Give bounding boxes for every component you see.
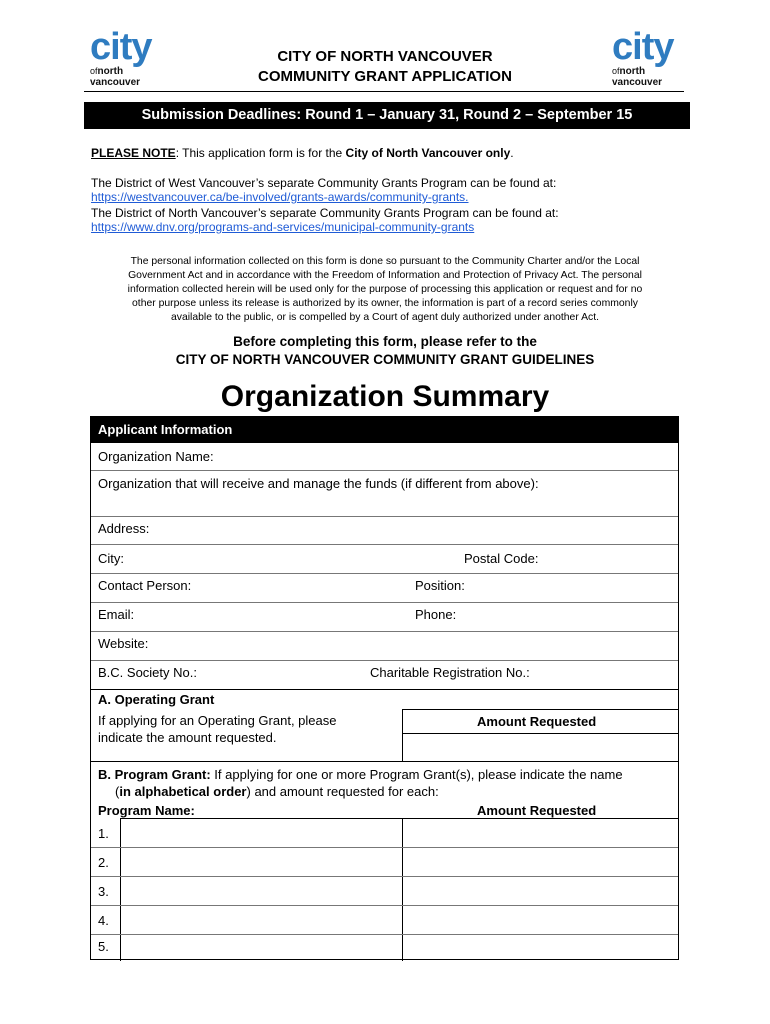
email-row[interactable] — [91, 603, 678, 632]
contact-row[interactable] — [91, 574, 678, 603]
program-row-number: 1. — [98, 826, 109, 841]
organization-summary-form — [90, 416, 679, 960]
operating-amount-header: Amount Requested — [477, 714, 597, 729]
section-heading: Organization Summary — [220, 380, 550, 413]
program-row-number: 4. — [98, 913, 109, 928]
operating-amount-input[interactable] — [403, 734, 678, 761]
west-van-paragraph — [91, 176, 556, 204]
society-row[interactable] — [91, 661, 678, 690]
please-note: PLEASE NOTE: This application form is for the City of North Vancouver only. — [91, 146, 514, 160]
operating-grant-label: A. Operating Grant — [98, 692, 215, 707]
org-name-label: Organization Name: — [98, 449, 214, 464]
position-label: Position: — [415, 578, 465, 593]
west-van-link[interactable]: https://westvancouver.ca/be-involved/grants-awards/community-grants. — [91, 190, 469, 204]
logo-sub-text: ofnorth vancouver — [612, 66, 663, 88]
org-funds-row[interactable] — [91, 471, 678, 517]
program-row-number: 2. — [98, 855, 109, 870]
address-row[interactable] — [91, 517, 678, 545]
logo-city-text: city — [612, 26, 674, 68]
operating-grant-desc: If applying for an Operating Grant, please indicate the amount requested. — [98, 713, 337, 745]
program-row[interactable] — [91, 935, 678, 959]
page-title — [0, 47, 770, 87]
north-van-paragraph — [91, 206, 559, 234]
west-van-text: The District of West Vancouver’s separate Community Grants Program can be found at: — [91, 176, 557, 190]
operating-bottom — [91, 761, 678, 762]
program-row-number: 3. — [98, 884, 109, 899]
website-label: Website: — [98, 636, 149, 651]
operating-amount-top — [402, 709, 678, 710]
north-van-link[interactable]: https://www.dnv.org/programs-and-services/municipal-community-grants — [91, 220, 475, 234]
north-van-text: The District of North Vancouver’s separate Community Grants Program can be found at: — [91, 206, 559, 220]
org-funds-label: Organization that will receive and manage the funds (if different from above): — [98, 476, 539, 491]
program-name-header: Program Name: — [98, 803, 195, 818]
logo-city-text: city — [90, 26, 152, 68]
title-line-1: CITY OF NORTH VANCOUVER — [277, 48, 493, 65]
program-amount-header: Amount Requested — [477, 803, 597, 818]
program-row[interactable] — [91, 848, 678, 877]
email-label: Email: — [98, 607, 135, 622]
website-row[interactable] — [91, 632, 678, 661]
header-divider — [84, 91, 684, 92]
program-row[interactable] — [91, 906, 678, 935]
logo-sub-text: ofnorth vancouver — [90, 66, 141, 88]
postal-code-label: Postal Code: — [464, 551, 539, 566]
address-label: Address: — [98, 521, 150, 536]
guidelines-reference: Before completing this form, please refer to the CITY OF NORTH VANCOUVER COMMUNITY GRANT GUIDELINES — [175, 334, 595, 367]
program-grant-desc: B. Program Grant: If applying for one or more Program Grant(s), please indicate the name (in alphabetical order) and amount requested for each: — [98, 767, 623, 799]
title-line-2: COMMUNITY GRANT APPLICATION — [258, 68, 512, 85]
applicant-info-header: Applicant Information — [91, 417, 678, 443]
program-row[interactable] — [91, 877, 678, 906]
charitable-number-label: Charitable Registration No.: — [370, 665, 530, 680]
society-number-label: B.C. Society No.: — [98, 665, 197, 680]
deadline-banner: Submission Deadlines: Round 1 – January 31, Round 2 – September 15 — [84, 102, 690, 129]
program-row[interactable] — [91, 819, 678, 848]
org-name-row[interactable] — [91, 443, 678, 471]
city-row[interactable] — [91, 545, 678, 574]
privacy-statement: The personal information collected on this form is done so pursuant to the Community Charter and/or the Local Government Act and in accordance with the Freedom of Information and Protection of Privacy Act. The personal information collected herein will be used only for the purpose of processing this application or request and for no other purpose unless its release is authorized by its owner, the information is part of a record series commonly available to the public, or is compelled by a Court of agent duly authorized under another Act. — [127, 256, 643, 323]
phone-label: Phone: — [415, 607, 457, 622]
city-label: City: — [98, 551, 124, 566]
contact-person-label: Contact Person: — [98, 578, 192, 593]
program-row-number: 5. — [98, 939, 109, 954]
